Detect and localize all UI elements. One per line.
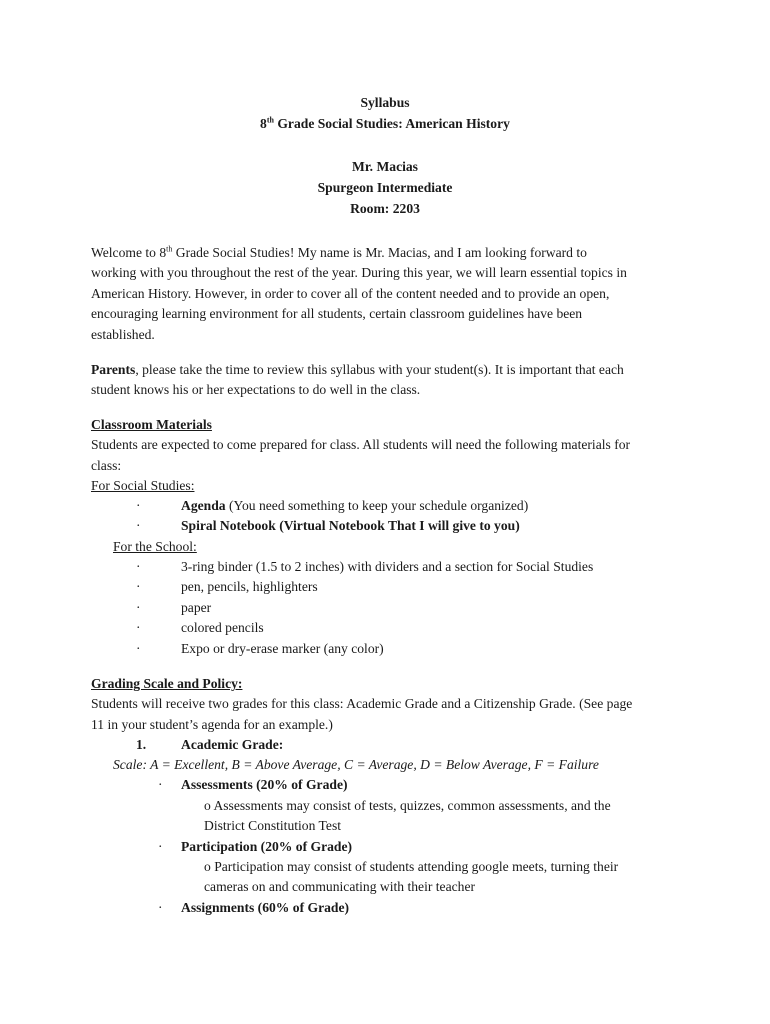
materials-heading: Classroom Materials	[91, 417, 212, 432]
list-item: Participation (20% of Grade)	[181, 839, 353, 854]
list-item: Assessments (20% of Grade)	[181, 777, 348, 792]
list-item: colored pencils	[181, 620, 264, 635]
list-item: Expo or dry-erase marker (any color)	[181, 641, 384, 656]
social-studies-subheading: For Social Studies:	[91, 478, 195, 493]
academic-grade-heading: Academic Grade:	[181, 737, 284, 752]
list-item: 3-ring binder (1.5 to 2 inches) with dividers and a section for Social Studies	[181, 559, 594, 574]
list-number: 1.	[136, 737, 147, 752]
grading-scale: Scale: A = Excellent, B = Above Average, C = Average, D = Below Average, F = Failure	[113, 757, 599, 772]
school-name: Spurgeon Intermediate	[317, 180, 453, 195]
list-item: paper	[181, 600, 212, 615]
teacher-name: Mr. Macias	[352, 159, 418, 174]
list-item: pen, pencils, highlighters	[181, 579, 318, 594]
school-subheading: For the School:	[113, 539, 197, 554]
grading-heading: Grading Scale and Policy:	[91, 676, 243, 691]
doc-title: Syllabus	[360, 95, 410, 110]
list-item: Assignments (60% of Grade)	[181, 900, 350, 915]
course-title: 8th Grade Social Studies: American History	[260, 115, 510, 131]
list-item: Agenda (You need something to keep your schedule organized)	[181, 498, 529, 513]
room-number: Room: 2203	[350, 201, 420, 216]
list-item: Spiral Notebook (Virtual Notebook That I will give to you)	[181, 518, 520, 533]
document-page: Syllabus 8th Grade Social Studies: American History Mr. Macias Spurgeon Intermediate Room: 2203 Welcome to 8th Grade Social Studies! My name is Mr. Macias, and I am looking forward to working with you throughout the rest of the year. During this year, we will learn essential topics in American History. However, in order to cover all of the content needed and to provide an open, encouraging learning environment for all students, certain classroom guidelines have been established. Parents, please take the time to review this syllabus with your student(s). It is important that each student knows his or her expectations to do well in the class. Classroom Materials Students are expected to come prepared for class. All students will need the following materials for class: For Social Studies: · Agenda (You need something to keep your schedule organized) · Spiral Notebook (Virtual Notebook That I will give to you) For the School: · 3-ring binder (1.5 to 2 inches) with dividers and a section for Social Studies · pen, pencils, highlighters · paper · colored pencils · Expo or dry-erase marker (any color) Grading Scale and Policy: Students will receive two grades for this class: Academic Grade and a Citizenship Grade. (See page 11 in your student’s agenda for an example.) 1. Academic Grade: Scale: A = Excellent, B = Above Average, C = Average, D = Below Average, F = Failure · Assessments (20% of Grade) o Assessments may consist of tests, quizzes, common assessments, and the District Constitution Test · Participation (20% of Grade) o Participation may consist of students attending google meets, turning their cameras on and communicating with their teacher · Assignments (60% of Grade)	[0, 0, 770, 1024]
